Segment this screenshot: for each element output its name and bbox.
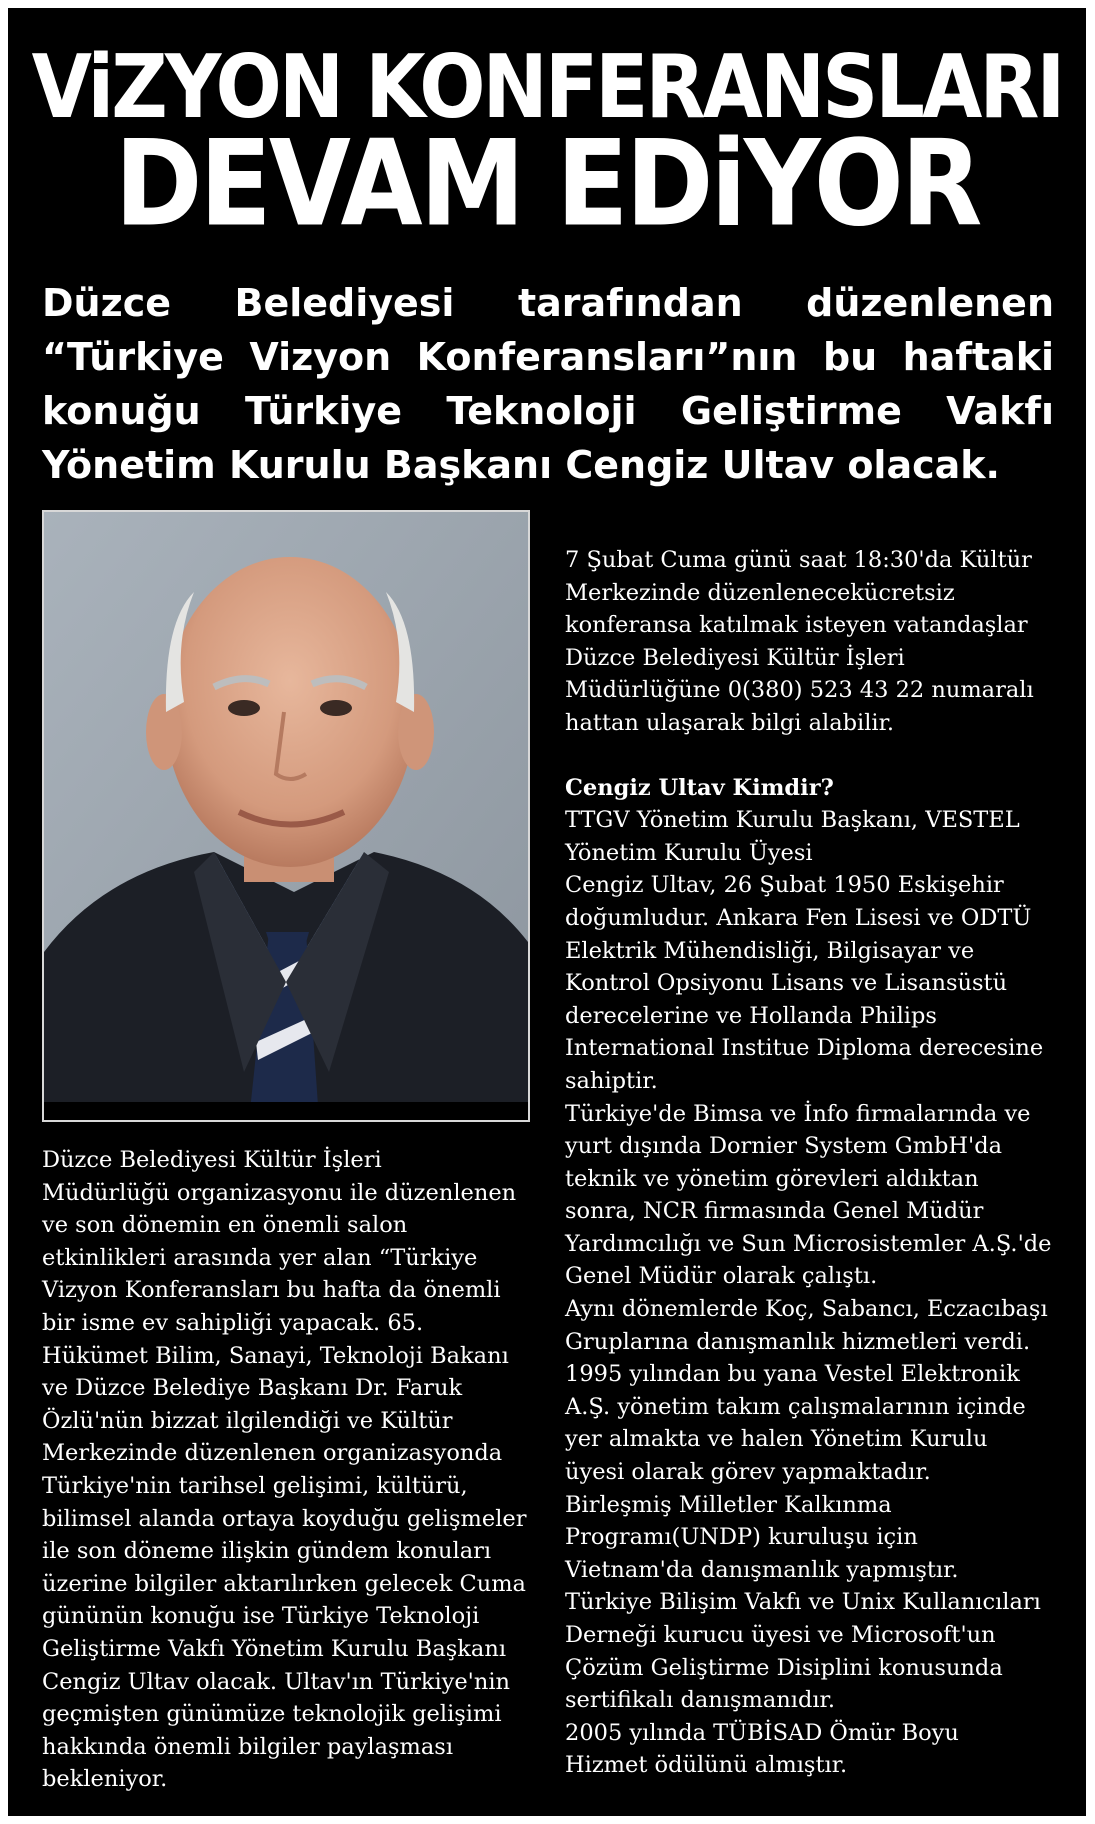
- portrait-illustration: [44, 512, 528, 1120]
- bio-line: üyesi olarak görev yapmaktadır.: [565, 1459, 931, 1486]
- body-line: Özlü'nün bizzat ilgilendiği ve Kültür: [42, 1407, 453, 1434]
- intro-line: 7 Şubat Cuma günü saat 18:30'da Kültür: [565, 547, 1032, 573]
- bio-line: Gruplarına danışmanlık hizmetleri verdi.: [565, 1328, 1031, 1355]
- bio-line: 1995 yılından bu yana Vestel Elektronik: [565, 1361, 1020, 1388]
- body-line: gününün konuğu ise Türkiye Teknoloji: [42, 1603, 480, 1630]
- bio-line: Yardımcılığı ve Sun Microsistemler A.Ş.'de: [565, 1230, 1052, 1257]
- bio-line: doğumludur. Ankara Fen Lisesi ve ODTÜ: [565, 904, 1032, 931]
- bio-line: Kontrol Opsiyonu Lisans ve Lisansüstü: [565, 970, 1008, 997]
- newspaper-page: [8, 8, 1086, 1816]
- body-line: hakkında önemli bilgiler paylaşması: [42, 1733, 454, 1760]
- bio-line: Hizmet ödülünü almıştır.: [565, 1752, 848, 1779]
- bio-line: 2005 yılında TÜBİSAD Ömür Boyu: [565, 1719, 959, 1746]
- body-line: Merkezinde düzenlenen organizasyonda: [42, 1440, 503, 1467]
- body-line: üzerine bilgiler aktarılırken gelecek Cuma: [42, 1570, 526, 1597]
- bio-line: Programı(UNDP) kuruluşu için: [565, 1524, 918, 1551]
- lead-line: konuğu Türkiye Teknoloji Geliştirme Vakfı: [42, 389, 1054, 433]
- lead-line: Yönetim Kurulu Başkanı Cengiz Ultav olacak.: [42, 443, 1000, 487]
- bio-line: Aynı dönemlerde Koç, Sabancı, Eczacıbaşı: [565, 1296, 1048, 1323]
- intro-line: konferansa katılmak isteyen vatandaşlar: [565, 612, 1028, 639]
- right-column-text: [565, 544, 1065, 1782]
- bio-line: Birleşmiş Milletler Kalkınma: [565, 1491, 892, 1518]
- body-line: geçmişten günümüze teknolojik gelişimi: [42, 1701, 502, 1728]
- body-line: ve Düzce Belediye Başkanı Dr. Faruk: [42, 1375, 463, 1402]
- bio-line: Elektrik Mühendisliği, Bilgisayar ve: [565, 937, 975, 964]
- body-line: ve son dönemin en önemli salon: [42, 1212, 408, 1239]
- bio-line: Türkiye'de Bimsa ve İnfo firmalarında ve: [565, 1100, 1031, 1127]
- lead-paragraph: [42, 276, 1054, 492]
- bio-heading: Cengiz Ultav Kimdir?: [565, 774, 834, 801]
- intro-line: Düzce Belediyesi Kültür İşleri: [565, 644, 905, 671]
- left-column-text: [42, 1144, 542, 1796]
- bio-line: Vietnam'da danışmanlık yapmıştır.: [565, 1556, 959, 1583]
- body-line: Vizyon Konferansları bu hafta da önemli: [42, 1277, 501, 1304]
- body-line: Geliştirme Vakfı Yönetim Kurulu Başkanı: [42, 1635, 507, 1662]
- bio-line: TTGV Yönetim Kurulu Başkanı, VESTEL: [565, 807, 1020, 834]
- bio-line: sahiptir.: [565, 1067, 658, 1094]
- body-line: Cengiz Ultav olacak. Ultav'ın Türkiye'nin: [42, 1668, 511, 1695]
- bio-line: Türkiye Bilişim Vakfı ve Unix Kullanıcıları: [565, 1589, 1041, 1616]
- bio-line: derecelerine ve Hollanda Philips: [565, 1002, 937, 1029]
- body-line: ile son döneme ilişkin gündem konuları: [42, 1538, 492, 1565]
- body-line: Müdürlüğü organizasyonu ile düzenlenen: [42, 1179, 517, 1206]
- paragraph-gap: [565, 740, 1065, 772]
- bio-line: Genel Müdür olarak çalıştı.: [565, 1263, 878, 1290]
- headline-line-1: ViZYON KONFERANSLARI: [31, 37, 1063, 139]
- bio-line: Derneği kurucu üyesi ve Microsoft'un: [565, 1622, 996, 1648]
- bio-line: sertifikalı danışmanıdır.: [565, 1687, 835, 1714]
- intro-line: Müdürlüğüne 0(380) 523 43 22 numaralı: [565, 677, 1034, 704]
- headline-line-2: DEVAM EDiYOR: [114, 114, 980, 253]
- bio-line: Yönetim Kurulu Üyesi: [565, 839, 813, 866]
- bio-line: Çözüm Geliştirme Disiplini konusunda: [565, 1654, 1003, 1681]
- body-line: etkinlikleri arasında yer alan “Türkiye: [42, 1244, 478, 1271]
- body-line: Düzce Belediyesi Kültür İşleri: [42, 1147, 382, 1173]
- intro-line: Merkezinde düzenlenecekücretsiz: [565, 579, 955, 606]
- bio-line: yer almakta ve halen Yönetim Kurulu: [565, 1426, 988, 1453]
- body-line: bir isme ev sahipliği yapacak. 65.: [42, 1309, 424, 1336]
- intro-line: hattan ulaşarak bilgi alabilir.: [565, 709, 895, 736]
- body-line: Hükümet Bilim, Sanayi, Teknoloji Bakanı: [42, 1342, 509, 1369]
- lead-line: “Türkiye Vizyon Konferansları”nın bu haftaki: [42, 335, 1054, 379]
- bio-line: yurt dışında Dornier System GmbH'da: [565, 1133, 1003, 1160]
- lead-line: Düzce Belediyesi tarafından düzenlenen: [42, 281, 1054, 325]
- portrait-photo: [42, 510, 530, 1122]
- body-line: Türkiye'nin tarihsel gelişimi, kültürü,: [42, 1472, 468, 1499]
- body-line: bilimsel alanda ortaya koyduğu gelişmeler: [42, 1505, 527, 1532]
- bio-line: teknik ve yönetim görevleri aldıktan: [565, 1165, 979, 1192]
- bio-line: A.Ş. yönetim takım çalışmalarının içinde: [565, 1393, 1026, 1420]
- bio-line: Cengiz Ultav, 26 Şubat 1950 Eskişehir: [565, 872, 1004, 899]
- body-line: bekleniyor.: [42, 1766, 168, 1793]
- bio-line: sonra, NCR firmasında Genel Müdür: [565, 1198, 984, 1225]
- bio-line: International Institue Diploma derecesine: [565, 1035, 1044, 1062]
